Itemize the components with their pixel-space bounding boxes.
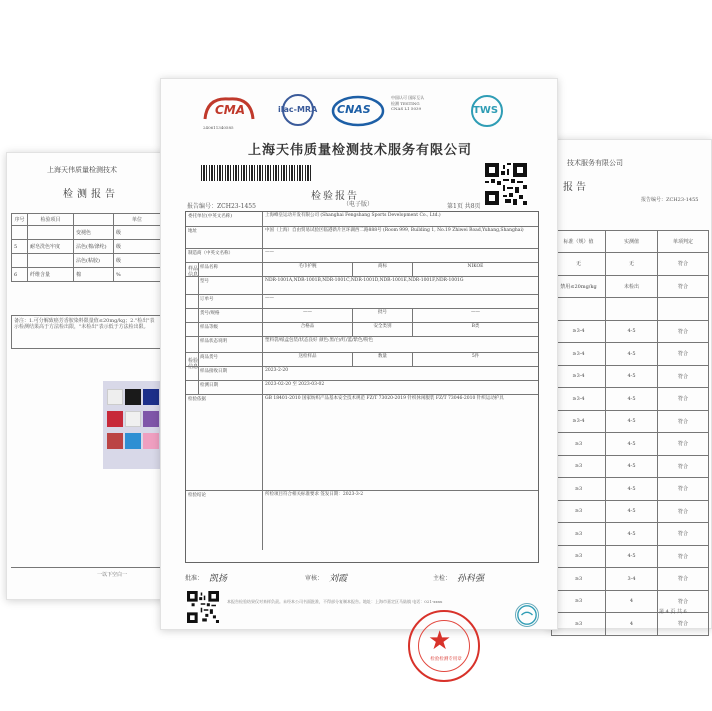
tester-signature: 孙科强 <box>457 574 485 584</box>
table-header-cell: 实测值 <box>606 231 658 253</box>
table-cell: ≥3 <box>552 568 606 591</box>
field-value: —— <box>262 309 352 322</box>
field-label: 样品接收日期 <box>200 369 227 374</box>
field-label: 数量 <box>352 353 412 366</box>
table-row <box>552 275 709 298</box>
table-cell: 禁用≤20mg/kg <box>552 275 606 298</box>
table-row <box>552 613 709 636</box>
field-label: 货号/规格 <box>200 311 220 316</box>
field-label: 检验结论 <box>188 493 206 498</box>
table-cell: ≥3 <box>552 613 606 636</box>
company-name: 上海天伟质量检测技术服务有限公司 <box>247 143 472 158</box>
field-value: 2023-02-20 至 2023-03-02 <box>262 381 538 394</box>
group-column-divider <box>198 323 199 336</box>
table-cell <box>606 298 658 321</box>
table-cell: 符合 <box>658 545 709 568</box>
left-report-sheet <box>6 152 168 600</box>
qr-code-icon <box>187 591 219 623</box>
table-cell: ≥3 <box>552 523 606 546</box>
table-row <box>186 294 538 308</box>
field-value: B类 <box>412 323 538 336</box>
field-value: —— <box>262 249 538 262</box>
main-report-sheet <box>160 78 558 662</box>
table-cell: 沾色(粘胶) <box>74 254 114 268</box>
table-row <box>186 262 538 276</box>
table-cell: 4-5 <box>606 320 658 343</box>
sample-photo <box>103 381 165 469</box>
table-cell: 4 <box>606 613 658 636</box>
table-cell: 4-5 <box>606 365 658 388</box>
table-row <box>186 380 538 394</box>
divider <box>11 567 161 568</box>
table-header-row <box>12 214 161 226</box>
field-label: 检测日期 <box>200 383 218 388</box>
table-cell: 沾色(棉/涤纶) <box>74 240 114 254</box>
field-value: 2023-2-20 <box>262 367 538 380</box>
table-cell: 符合 <box>658 365 709 388</box>
table-cell: 符合 <box>658 613 709 636</box>
table-cell: 符合 <box>658 275 709 298</box>
barcode <box>201 165 311 181</box>
right-result-table <box>551 230 709 636</box>
table-cell: 符合 <box>658 388 709 411</box>
table-cell: 6 <box>12 268 28 282</box>
field-label: 样品等级 <box>200 325 218 330</box>
table-row <box>552 545 709 568</box>
group-column-divider <box>198 367 199 380</box>
table-cell: 符合 <box>658 253 709 276</box>
table-row <box>186 366 538 380</box>
cma-logo <box>201 93 257 130</box>
field-label: 型号 <box>200 279 209 284</box>
field-value: —— <box>262 295 538 308</box>
left-test-table <box>11 213 161 282</box>
table-cell: 符合 <box>658 478 709 501</box>
table-cell: 3-4 <box>606 568 658 591</box>
table-row <box>552 523 709 546</box>
reviewer-label: 审核： <box>305 575 324 582</box>
tws-footer-logo-icon <box>515 603 539 627</box>
right-report-title: 报告 <box>563 182 589 193</box>
table-row <box>552 478 709 501</box>
field-label: 制造商（中英文名称） <box>188 251 233 256</box>
table-cell: 符合 <box>658 455 709 478</box>
ilac-logo-text: ilac-MRA <box>278 105 318 114</box>
left-company-name: 上海天伟质量检测技术 <box>47 166 117 174</box>
field-label: 批号 <box>352 309 412 322</box>
field-value: GB 18401-2010 国家纺织产品基本安全技术规范 FZ/T 73020-2019 针织休闲服装 FZ/T 73046-2010 针织运动护具 <box>262 395 538 490</box>
table-row <box>12 268 161 282</box>
table-row <box>186 226 538 248</box>
table-cell: 4-5 <box>606 545 658 568</box>
report-subtitle: （电子版） <box>343 201 374 208</box>
group-column-divider <box>198 337 199 352</box>
field-label: 地址 <box>188 229 197 234</box>
field-label: 样品名称 <box>200 265 218 270</box>
table-cell <box>658 298 709 321</box>
table-cell: 符合 <box>658 523 709 546</box>
table-cell: ≥3 <box>552 545 606 568</box>
table-row <box>186 322 538 336</box>
field-label: 安全类别 <box>352 323 412 336</box>
reviewer-signature: 刘霞 <box>329 574 348 584</box>
star-icon: ★ <box>428 626 452 656</box>
table-row <box>552 253 709 276</box>
table-row <box>12 254 161 268</box>
table-header-row <box>552 231 709 253</box>
table-cell: 级 <box>114 226 161 240</box>
table-cell: ≥3-4 <box>552 365 606 388</box>
table-cell: 符合 <box>658 568 709 591</box>
table-cell: 4-5 <box>606 388 658 411</box>
group-column-divider <box>198 309 199 322</box>
qr-code-icon <box>485 163 527 205</box>
cnas-accreditation-text: 中国认可 国际互认 检测 TESTING CNAS L1 5039 <box>391 95 425 112</box>
table-row <box>186 336 538 352</box>
field-label: 检验依据 <box>188 397 206 402</box>
table-cell: ≥3-4 <box>552 388 606 411</box>
field-value: —— <box>412 309 538 322</box>
table-row <box>552 410 709 433</box>
table-cell: 未检出 <box>606 275 658 298</box>
tws-logo-text: TWS <box>473 105 499 116</box>
table-header-cell: 序号 <box>12 214 28 226</box>
tester-label: 主检： <box>433 575 452 582</box>
footer-disclaimer: 本报告检验结果仅对来样负责。未经本公司书面批准，不得部分复制本报告。地址：上海市嘉定区马陆镇 电话：021-xxxx <box>227 599 443 604</box>
group-label-sample: 样品信息 <box>188 266 199 278</box>
field-value: 上海峰皇运动开发有限公司 (Shanghai Fengshang Sports Development Co., Ltd.) <box>262 212 538 226</box>
table-row <box>552 365 709 388</box>
table-cell: 无 <box>606 253 658 276</box>
table-cell: 4-5 <box>606 343 658 366</box>
table-cell: ≥3-4 <box>552 343 606 366</box>
table-row <box>552 568 709 591</box>
cnas-logo-text: CNAS <box>337 103 371 116</box>
approver-label: 批准： <box>185 575 204 582</box>
table-cell: 符合 <box>658 433 709 456</box>
field-value: NIKOE <box>412 263 538 276</box>
field-label: 商标 <box>352 263 412 276</box>
field-value: 所检项目符合相关标准要求 签发日期：2023-3-2 <box>262 491 538 550</box>
table-row <box>186 212 538 226</box>
group-column-divider <box>198 263 199 276</box>
table-row <box>552 433 709 456</box>
table-row <box>552 343 709 366</box>
tws-logo <box>463 93 511 129</box>
table-row <box>552 388 709 411</box>
table-cell: 级 <box>114 254 161 268</box>
table-cell: 4-5 <box>606 523 658 546</box>
table-cell: 4-5 <box>606 455 658 478</box>
field-value: 中国（上海）自由贸易试验区临港新片区环湖西二路888号 (Room 999, Building 1, No.19 Zhiwei Road,Yuhang,Shanghai) <box>262 227 538 248</box>
table-header-cell <box>74 214 114 226</box>
table-cell: 符合 <box>658 320 709 343</box>
table-cell <box>28 226 74 240</box>
table-cell: 棉 <box>74 268 114 282</box>
table-cell <box>552 298 606 321</box>
approver-signature: 凯扬 <box>209 574 228 584</box>
table-cell: ≥3 <box>552 433 606 456</box>
table-row <box>186 394 538 490</box>
table-row <box>552 298 709 321</box>
ilac-logo <box>273 93 323 129</box>
report-number: 报告编号：ZCH23-1455 <box>187 203 256 210</box>
cma-logo-text: CMA <box>215 103 246 117</box>
table-cell: 变褪色 <box>74 226 114 240</box>
table-cell <box>12 226 28 240</box>
left-note: 备注：1.可分解致癌芳香胺染料限量值≤20mg/kg；2."检出"表示检测结果高于方法检出限，"未检出"表示低于方法检出限。 <box>11 315 161 349</box>
table-cell: 无 <box>552 253 606 276</box>
field-value: 塑料袋/纸盒包装/状态良好 颜色:黑/白/红/蓝/紫色/粉色 <box>262 337 538 352</box>
field-value: 毛巾护腕 <box>262 263 352 276</box>
table-cell: 符合 <box>658 343 709 366</box>
group-column-divider <box>198 295 199 308</box>
right-page-number: 第 4 页 共 6 <box>659 609 687 615</box>
table-cell: ≥3 <box>552 455 606 478</box>
table-cell <box>12 254 28 268</box>
group-column-divider <box>198 277 199 294</box>
field-label: 商品货号 <box>200 355 218 360</box>
report-title: 检验报告 <box>311 191 359 202</box>
table-cell: ≥3-4 <box>552 320 606 343</box>
table-row <box>186 308 538 322</box>
field-label: 样品状态说明 <box>200 339 227 344</box>
table-cell <box>28 254 74 268</box>
table-cell: 4-5 <box>606 433 658 456</box>
page-indicator: 第1页 共8页 <box>447 203 481 210</box>
table-header-cell: 单位 <box>114 214 161 226</box>
accreditation-logos <box>201 93 531 137</box>
field-label: 订单号 <box>200 297 214 302</box>
field-value: 5件 <box>412 353 538 366</box>
seal-text: 检验检测专用章 <box>430 657 462 662</box>
field-value: 合格品 <box>262 323 352 336</box>
field-value: NDR-1001A,NDR-1001B,NDR-1001C,NDR-1001D,NDR-1001E,NDR-1001F,NDR-1001G <box>262 277 538 294</box>
table-row <box>552 455 709 478</box>
table-row <box>12 240 161 254</box>
table-row <box>552 500 709 523</box>
table-row <box>12 226 161 240</box>
table-row <box>552 320 709 343</box>
table-row <box>186 248 538 262</box>
right-report-number: 报告编号：ZCH23-1455 <box>641 197 699 203</box>
table-cell: % <box>114 268 161 282</box>
group-label-test: 检验信息 <box>188 358 199 370</box>
table-header-cell: 标准（规）值 <box>552 231 606 253</box>
signature-row <box>185 571 539 587</box>
right-company-name: 技术服务有限公司 <box>567 159 623 167</box>
table-header-cell: 单项判定 <box>658 231 709 253</box>
table-cell: 符合 <box>658 500 709 523</box>
cma-number: 240611340585 <box>203 125 234 130</box>
table-cell: ≥3 <box>552 500 606 523</box>
table-cell: 5 <box>12 240 28 254</box>
table-cell: 4-5 <box>606 500 658 523</box>
table-cell: ≥3 <box>552 590 606 613</box>
table-header-cell: 检验项目 <box>28 214 74 226</box>
table-row <box>186 352 538 366</box>
group-column-divider <box>198 353 199 366</box>
official-seal <box>408 610 480 682</box>
table-cell: 4-5 <box>606 478 658 501</box>
field-label: 委托单位(中英文名称) <box>188 214 233 219</box>
table-cell: 4 <box>606 590 658 613</box>
group-column-divider <box>198 381 199 394</box>
table-cell: ≥3-4 <box>552 410 606 433</box>
left-footer: 一以下空白一 <box>97 572 128 578</box>
right-report-sheet <box>548 139 712 629</box>
table-cell: 4-5 <box>606 410 658 433</box>
cnas-logo <box>331 93 385 129</box>
left-report-title: 检测报告 <box>63 189 119 200</box>
table-row <box>186 490 538 550</box>
table-row <box>186 276 538 294</box>
table-cell: 级 <box>114 240 161 254</box>
table-cell: ≥3 <box>552 478 606 501</box>
table-cell: 符合 <box>658 410 709 433</box>
table-cell: 纤维含量 <box>28 268 74 282</box>
table-cell: 耐皂洗色牢度 <box>28 240 74 254</box>
field-value: 送检样品 <box>262 353 352 366</box>
table-cell: 符合 <box>658 590 709 613</box>
